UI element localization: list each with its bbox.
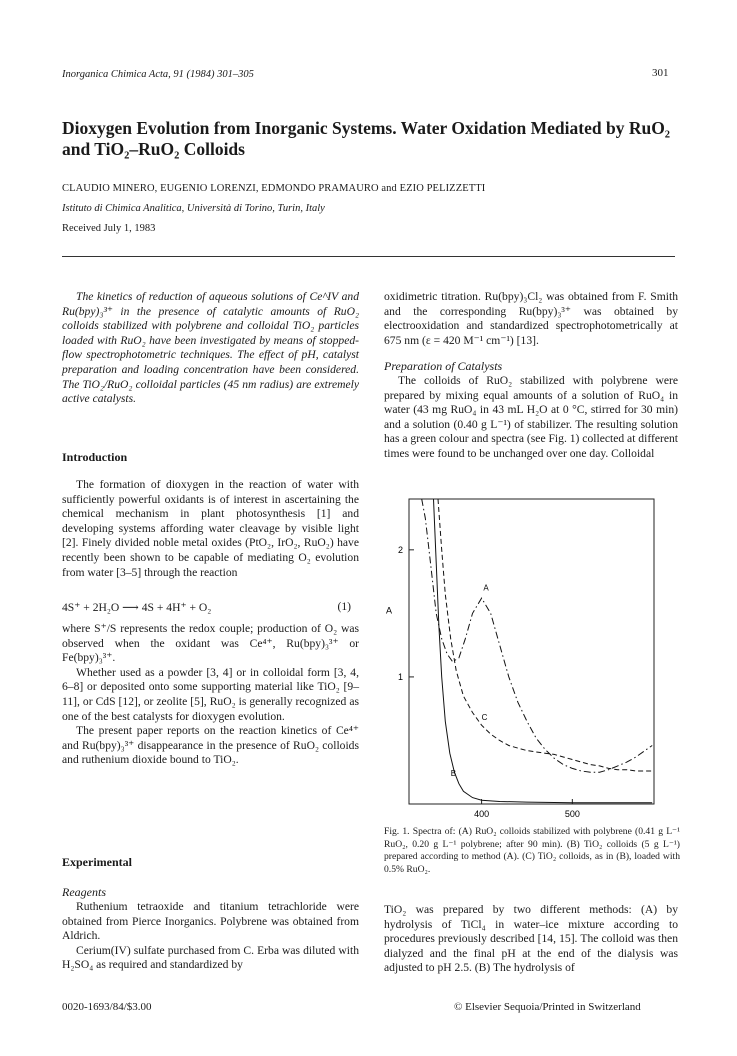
running-header-page: 301 (652, 67, 669, 79)
right-p2-text: The colloids of RuO₂ stabilized with polybrene were prepared by mixing equal amounts of a solution of RuO₄ in water (43 mg RuO₄ in 43 mL H₂O at 0 °C, stirred for 30 min) and a solution (0.40 g L⁻¹) of stabilizer. The resulting solution has a green colour and spectra (see Fig. 1) collected at different times were found to be unchanged over one day. Colloidal (384, 374, 679, 460)
equation-1 (62, 600, 359, 614)
intro-p4-text: The present paper reports on the reaction kinetics of Ce⁴⁺ and Ru(bpy)₃³⁺ disappearance in the presence of RuO₂ colloids and ruthenium dioxide bound to TiO₂. (62, 724, 359, 767)
running-header-journal: Inorganica Chimica Acta, 91 (1984) 301–305 (62, 69, 254, 80)
series-label-B: B (450, 769, 457, 779)
section-heading-experimental: Experimental (62, 855, 132, 869)
received-date: Received July 1, 1983 (62, 223, 156, 234)
reagents-paragraphs (62, 900, 359, 973)
section-heading-introduction: Introduction (62, 450, 128, 464)
intro-p1-text: The formation of dioxygen in the reaction of water with sufficiently powerful oxidants is of interest in ascertaining the chemical mechanism in plant photosynthesis [1] and developing systems affording water cleavage by visible light [2]. Finely divided noble metal oxides (PtO₂, IrO₂, RuO₂) have recently been shown to be capable of mediating O₂ evolution from water [3–5] through the reaction (62, 478, 359, 579)
reagents-p2-text: Cerium(IV) sulfate purchased from C. Erba was diluted with H₂SO₄ as required and standardized by (62, 943, 359, 972)
authors: CLAUDIO MINERO, EUGENIO LORENZI, EDMONDO PRAMAURO and EZIO PELIZZETTI (62, 183, 486, 194)
series-label-C: C (481, 713, 488, 723)
right-paragraph-1 (384, 290, 678, 348)
abstract-text: The kinetics of reduction of aqueous solutions of Ce^IV and Ru(bpy)₃³⁺ in the presence of catalytic amounts of RuO₂ colloids stabilized with polybrene and colloidal TiO₂ particles loaded with RuO₂ have been investigated by means of stopped-flow spectrophotometric techniques. The effect of pH, catalyst preparation and loading concentration have been considered. The TiO₂/RuO₂ colloidal particles (45 nm radius) are extremely active catalysts. (62, 290, 359, 406)
subheading-catalysts: Preparation of Catalysts (384, 359, 503, 373)
abstract (62, 290, 359, 407)
intro-p3-text: Whether used as a powder [3, 4] or in colloidal form [3, 4, 6–8] or deposited onto some supporting material like TiO₂ [9–11], or CdS [12], or zeolite [5], RuO₂ is generally recognized as one of the best catalysts for dioxygen evolution. (62, 665, 359, 723)
figure-caption: Fig. 1. Spectra of: (A) RuO₂ colloids stabilized with polybrene (0.41 g L⁻¹ RuO₂, 0.20 g L⁻¹ polybrene; after 90 min). (B) TiO₂ colloids (5 g L⁻¹) prepared according to method (A). (C) TiO₂ colloids, as in (B), loaded with 0.5% RuO₂. (384, 826, 680, 875)
series-label-A: A (483, 583, 489, 593)
x-tick-label-1: 500 (564, 809, 580, 819)
title-line-1: Dioxygen Evolution from Inorganic Systems. Water Oxidation Mediated by RuO₂ (62, 118, 671, 138)
footer-code: 0020-1693/84/$3.00 (62, 1001, 152, 1013)
figure-1 (384, 487, 680, 827)
title-line-2: and TiO₂–RuO₂ Colloids (62, 139, 245, 159)
right-paragraph-3 (384, 903, 678, 976)
footer-publisher: © Elsevier Sequoia/Printed in Switzerland (454, 1001, 641, 1013)
intro-p2-text: where S⁺/S represents the redox couple; production of O₂ was observed when the oxidant was Ce⁴⁺, Ru(bpy)₃³⁺ or Fe(bpy)₃³⁺. (62, 622, 359, 665)
affiliation: Istituto di Chimica Analitica, Università di Torino, Turin, Italy (62, 203, 325, 214)
equation-number: (1) (337, 600, 351, 613)
right-paragraph-2 (384, 374, 678, 462)
spectra-chart (384, 487, 680, 822)
intro-paragraph-1 (62, 478, 359, 580)
equation-text: 4S⁺ + 2H₂O ⟶ 4S + 4H⁺ + O₂ (62, 601, 212, 614)
plot-frame (409, 499, 654, 804)
intro-paragraphs (62, 622, 359, 768)
article-title (62, 118, 682, 160)
reagents-p1-text: Ruthenium tetraoxide and titanium tetrachloride were obtained from Pierce Inorganics. Polybrene was obtained from Aldrich. (62, 900, 359, 943)
header-rule (62, 256, 675, 257)
y-axis-label: A (386, 605, 393, 616)
x-tick-label-0: 400 (474, 809, 490, 819)
y-tick-label-0: 1 (397, 671, 403, 682)
series-A-line (422, 499, 653, 772)
series-C-line (438, 499, 652, 771)
series-B-line (434, 499, 653, 803)
right-p3-text: TiO₂ was prepared by two different methods: (A) by hydrolysis of TiCl₄ in water–ice mixture according to procedures previously described [14, 15]. The colloid was then dialyzed and the final pH at the end of the dialysis was adjusted to pH 2.5. (B) The hydrolysis of (384, 903, 678, 975)
right-p1-text: oxidimetric titration. Ru(bpy)₃Cl₂ was obtained from F. Smith and the corresponding Ru(bpy)₃³⁺ was obtained by electrooxidation and standardized spectrophotometrically at 675 nm (ε = 420 M⁻¹ cm⁻¹) [13]. (384, 290, 678, 347)
subheading-reagents: Reagents (62, 885, 106, 899)
y-tick-label-1: 2 (397, 544, 403, 555)
